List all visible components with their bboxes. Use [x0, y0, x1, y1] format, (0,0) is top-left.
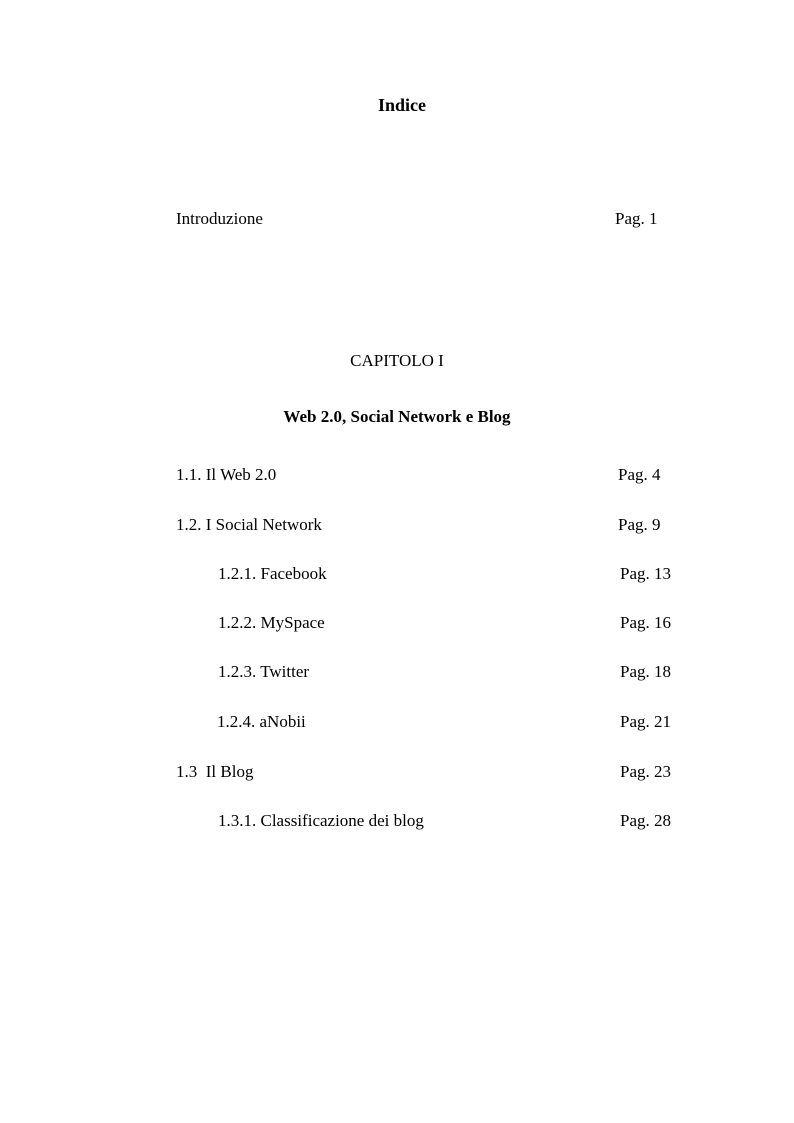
toc-entry-label: 1.2.4. aNobii	[217, 712, 306, 731]
toc-entry-page: Pag. 9	[618, 515, 661, 534]
toc-entry	[218, 612, 688, 634]
toc-entry-label: 1.3 Il Blog	[176, 762, 254, 781]
toc-entry-page: Pag. 16	[620, 613, 671, 632]
toc-entry	[176, 761, 686, 783]
toc-entry	[217, 711, 687, 733]
toc-entry-label: 1.2.3. Twitter	[218, 662, 310, 681]
toc-entry-page: Pag. 23	[620, 762, 671, 781]
toc-entry-label: 1.1. Il Web 2.0	[176, 465, 277, 484]
toc-entry-page: Pag. 28	[620, 811, 671, 830]
toc-entry-label: Introduzione	[176, 209, 263, 228]
toc-entry-page: Pag. 21	[620, 712, 671, 731]
toc-entry	[176, 514, 686, 536]
toc-entry	[218, 810, 688, 832]
toc-entry-label: 1.2. I Social Network	[176, 515, 322, 534]
toc-entry-page: Pag. 1	[615, 209, 658, 228]
toc-entry-page: Pag. 18	[620, 662, 671, 681]
toc-entry	[218, 563, 688, 585]
toc-entry-label: 1.2.2. MySpace	[218, 613, 325, 632]
chapter-number: CAPITOLO I	[350, 351, 444, 370]
toc-entry-page: Pag. 13	[620, 564, 671, 583]
toc-entry-introduction	[176, 208, 676, 230]
chapter-title: Web 2.0, Social Network e Blog	[283, 407, 511, 426]
page-title: Indice	[377, 95, 426, 115]
toc-entry-page: Pag. 4	[618, 465, 661, 484]
toc-entry-label: 1.2.1. Facebook	[218, 564, 327, 583]
toc-entry	[218, 661, 688, 683]
toc-entry-label: 1.3.1. Classificazione dei blog	[218, 811, 424, 830]
toc-entry	[176, 464, 686, 486]
